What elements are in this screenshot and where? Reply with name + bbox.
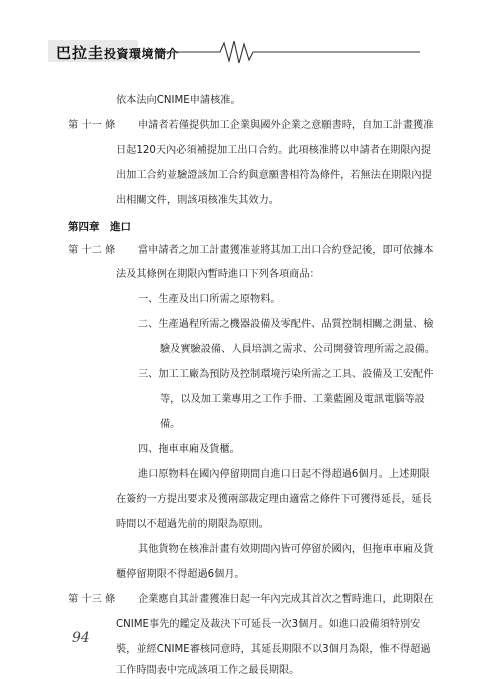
- header-wave-ornament: [0, 36, 480, 66]
- text-line: 出加工合約並驗證該加工合約與意願書相符為條件，若無法在期限內提: [116, 170, 432, 181]
- text-line: 進口原物料在國內停留期間自進口日起不得超過6個月。上述期限: [138, 469, 430, 480]
- book-title-main: 巴拉圭: [56, 44, 105, 62]
- list-item-continued: 備。: [160, 419, 181, 430]
- text-line: 日起120天內必須補提加工出口合約。此項核准將以申請者在期限內提: [116, 145, 431, 156]
- article-label: 第 十一 條: [68, 120, 116, 131]
- list-item: 二、生產過程所需之機器設備及零配件、品質控制相關之測量、檢: [138, 319, 434, 330]
- text-line: 櫃停留期限不得超過6個月。: [116, 569, 245, 580]
- list-item: 四、拖車車廂及貨櫃。: [138, 444, 240, 455]
- chapter-heading: 第四章 進口: [68, 221, 131, 233]
- text-line: CNIME事先的鑑定及裁決下可延長一次3個月。如進口設備須特別安: [116, 619, 421, 630]
- text-line: 依本法向CNIME申請核准。: [116, 95, 241, 106]
- article-label: 第 十二 條: [68, 245, 116, 256]
- article-label: 第 十三 條: [68, 594, 116, 605]
- text-line: 法及其條例在期限內暫時進口下列各項商品：: [116, 269, 320, 280]
- page-header: [0, 36, 480, 66]
- text-line: 出相關文件，則該項核准失其效力。: [116, 195, 279, 206]
- page-number: 94: [72, 630, 90, 646]
- text-line: 企業應自其計畫獲准日起一年內完成其首次之暫時進口，此期限在: [138, 594, 434, 605]
- list-item: 一、生產及出口所需之原物料。: [138, 294, 281, 305]
- text-line: 在簽約一方提出要求及獲兩部裁定理由適當之條件下可獲得延長，延長: [116, 494, 432, 505]
- list-item-continued: 驗及實驗設備、人員培訓之需求、公司開發管理所需之設備。: [160, 344, 436, 355]
- text-line: 裝，並經CNIME審核同意時，其延長期限不以3個月為限，惟不得超過: [116, 644, 431, 655]
- list-item-continued: 等，以及加工業專用之工作手冊、工業藍圖及電訊電腦等設: [160, 394, 425, 405]
- text-line: 申請者若僅提供加工企業與國外企業之意願書時，自加工計畫獲准: [138, 120, 434, 131]
- book-title-sub: 投資環境簡介: [104, 47, 180, 61]
- text-line: 其他貨物在核准計畫有效期間內皆可停留於國內，但拖車車廂及貨: [138, 544, 434, 555]
- list-item: 三、加工工廠為預防及控制環境污染所需之工具、設備及工安配件: [138, 369, 434, 380]
- text-line: 工作時間表中完成該項工作之最長期限。: [116, 665, 300, 676]
- text-line: 時間以不超過先前的期限為原則。: [116, 519, 269, 530]
- text-line: 當申請者之加工計畫獲准並將其加工出口合約登記後，即可依據本: [138, 245, 434, 256]
